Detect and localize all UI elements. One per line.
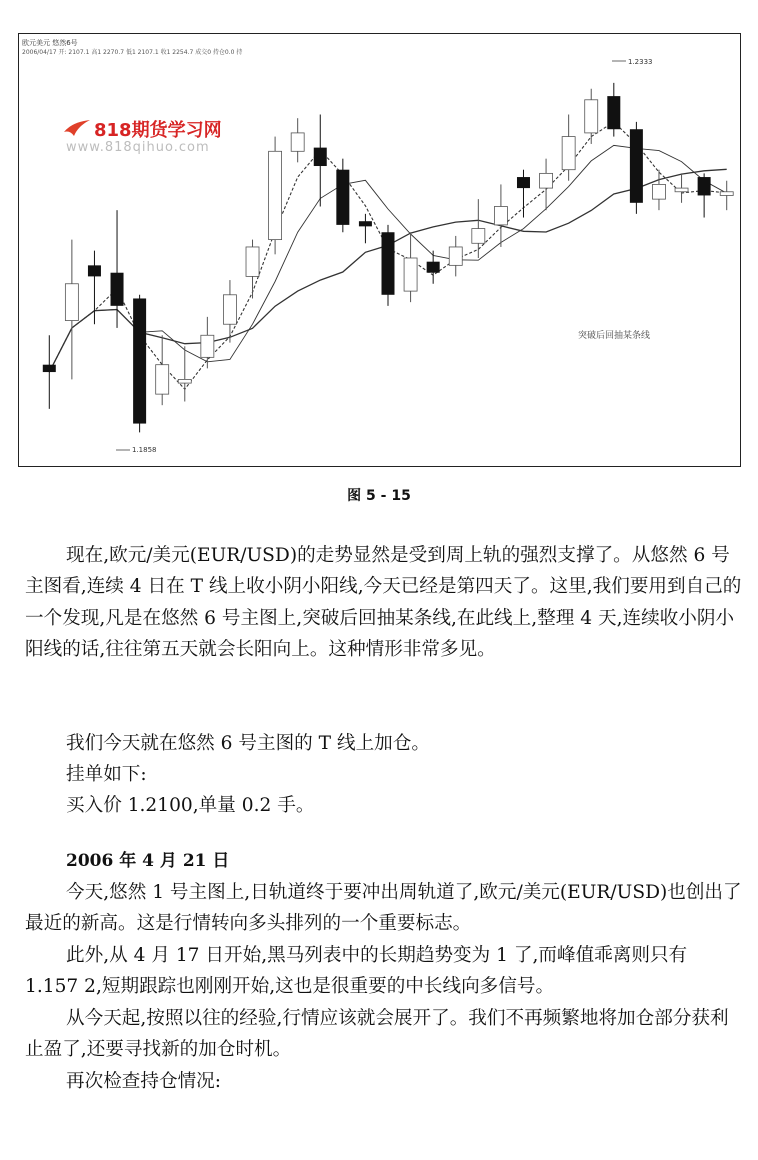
candle-body xyxy=(427,262,440,273)
logo-swoosh-icon xyxy=(62,118,92,138)
candle-body xyxy=(494,206,507,224)
low-marker-label: 1.1858 xyxy=(132,446,157,454)
candle-body xyxy=(269,151,282,239)
watermark-url: www.818qihuo.com xyxy=(66,140,210,155)
candle-body xyxy=(585,100,598,133)
candle-body xyxy=(223,295,236,324)
paragraph-2: 我们今天就在悠然 6 号主图的 T 线上加仓。 xyxy=(66,733,430,754)
candle-body xyxy=(246,247,259,276)
date-heading: 2006 年 4 月 21 日 xyxy=(66,851,230,871)
candle-body xyxy=(562,137,575,170)
chart-header-ohlc: 2006/04/17 开: 2107.1 高1 2270.7 低1 2107.1 收1 2254.7 成交0 持仓0.0 持 xyxy=(22,49,243,56)
high-marker-label: 1.2333 xyxy=(628,58,653,66)
candle-body xyxy=(449,247,462,265)
candle-body xyxy=(43,365,56,372)
candle-body xyxy=(65,284,78,321)
candle-body xyxy=(540,173,553,188)
candle-body xyxy=(607,96,620,129)
candle-body xyxy=(517,177,530,188)
paragraph-6: 此外,从 4 月 17 日开始,黑马列表中的长期趋势变为 1 了,而峰值乖离则只有 1.157 2,短期跟踪也刚刚开始,这也是很重要的中长线向多信号。 xyxy=(25,945,688,998)
candle-body xyxy=(336,170,349,225)
candle-body xyxy=(88,265,101,276)
candle-body xyxy=(630,129,643,203)
paragraph-5: 今天,悠然 1 号主图上,日轨道终于要冲出周轨道了,欧元/美元(EUR/USD)也创出了最近的新高。这是行情转向多头排列的一个重要标志。 xyxy=(25,882,742,935)
figure-caption: 图 5 - 15 xyxy=(347,488,411,504)
candle-body xyxy=(720,192,733,196)
candle-body xyxy=(359,221,372,226)
candle-body xyxy=(652,184,665,199)
candle-body xyxy=(404,258,417,291)
candle-body xyxy=(178,379,191,383)
watermark-brand: 818期货学习网 xyxy=(94,120,222,141)
candle-body xyxy=(201,335,214,357)
candle-body xyxy=(156,365,169,394)
candle-body xyxy=(133,298,146,423)
candlestick-chart xyxy=(18,33,741,467)
chart-header-title: 欧元美元 悠然6号 xyxy=(22,39,78,47)
candle-body xyxy=(472,229,485,244)
paragraph-8: 再次检查持仓情况: xyxy=(66,1071,222,1092)
paragraph-3: 挂单如下: xyxy=(66,764,147,785)
candle-body xyxy=(698,177,711,195)
candle-body xyxy=(675,188,688,192)
candle-body xyxy=(291,133,304,151)
chart-annotation: 突破后回抽某条线 xyxy=(578,331,651,341)
candle-body xyxy=(314,148,327,166)
paragraph-1: 现在,欧元/美元(EUR/USD)的走势显然是受到周上轨的强烈支撑了。从悠然 6 号主图看,连续 4 日在 T 线上收小阴小阳线,今天已经是第四天了。这里,我们要用到自己的一个发现,凡是在悠然 6 号主图上,突破后回抽某条线,在此线上,整理 4 天,连续收小阴小阳线的话,往往第五天就会长阳向上。这种情形非常多见。 xyxy=(25,545,742,660)
paragraph-4: 买入价 1.2100,单量 0.2 手。 xyxy=(66,795,315,816)
watermark-logo xyxy=(62,116,262,164)
candle-body xyxy=(111,273,124,306)
candle-body xyxy=(382,232,395,295)
paragraph-7: 从今天起,按照以往的经验,行情应该就会展开了。我们不再频繁地将加仓部分获利止盈了,还要寻找新的加仓时机。 xyxy=(25,1008,729,1061)
